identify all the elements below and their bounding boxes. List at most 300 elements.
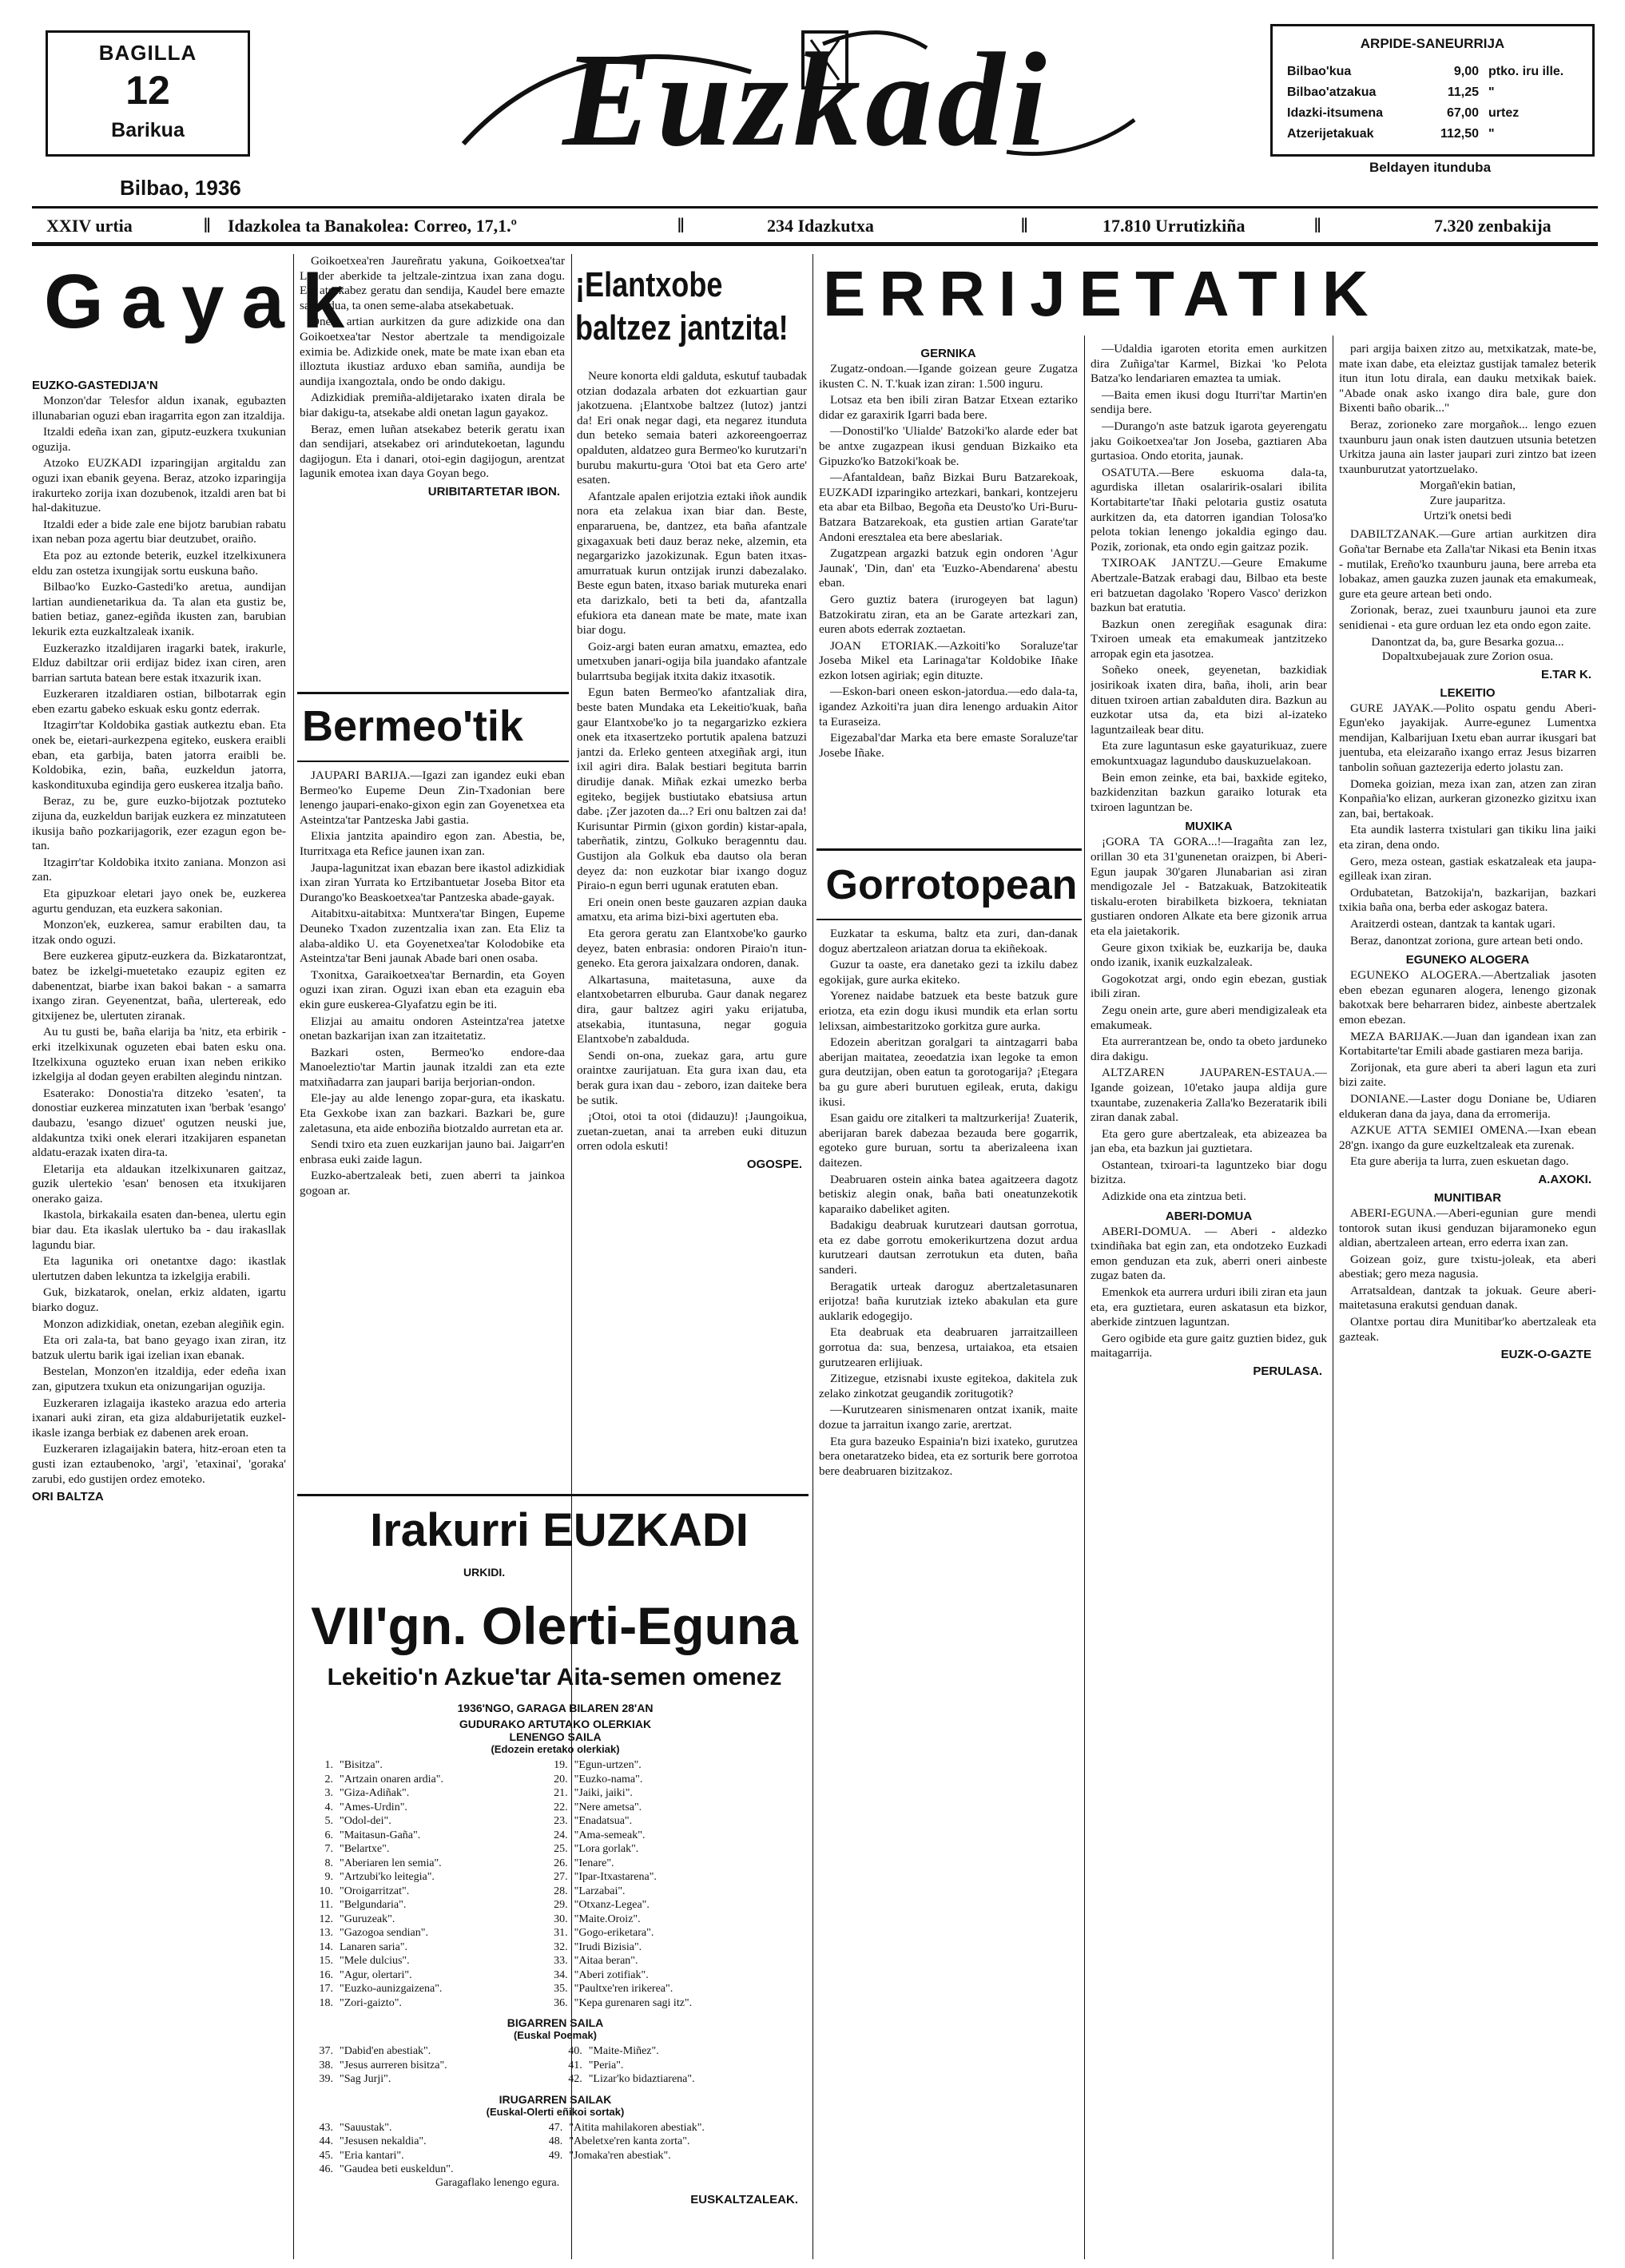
article-paragraph: Geure gixon txikiak be, euzkarija be, dauka ondo izanik, ixanik euzkalzaleak. <box>1091 940 1327 970</box>
article-paragraph: —Udaldia igaroten etorita emen aurkitzen dira Zuñiga'tar Karmel, Bizkai 'ko Pelota Batza'ko lendariaren emaztea ta umiak. <box>1091 342 1327 386</box>
poem-row <box>308 1913 803 1927</box>
article-paragraph: Adizkidiak premiña-aldijetarako ixaten dirala be biar dakigu-ta, atsekabe aldi onetan lagun gayakoz. <box>300 391 565 419</box>
poem-line: Zure jauparitza. <box>1429 495 1506 508</box>
poem-title: "Giza-Adiñak". <box>340 1787 410 1799</box>
column-4-gorrotopean <box>819 927 1078 2259</box>
poem-number: 15. <box>319 1955 333 1967</box>
poem-row <box>308 1898 803 1913</box>
article-paragraph: Lotsaz eta ben ibili ziran Batzar Etxean eztariko didar ez garaxirik Igarri bada bere. <box>819 393 1078 422</box>
article-paragraph: Beragatik urteak daroguz abertzaletasunaren erijotza! baña kurutziak izteko abakulan eta gure auklarik edogegijo. <box>819 1279 1078 1323</box>
olerti-section-title: IRUGARREN SAILAK <box>499 2092 612 2106</box>
article-paragraph: Goikoetxea'ren Jaureñratu yakuna, Goikoetxea'tar Lander aberkide ta jeltzale-zintzua ixan zana dogu. Eta atsekabez geratu dan sendija, Kaudel bere emazte samindua, ta onen seme-alaba atsekabetuak. <box>300 254 565 312</box>
poem-row <box>308 1801 803 1815</box>
column-6 <box>1339 342 1596 2259</box>
poem-row <box>308 1758 803 1773</box>
poem-row <box>308 2135 803 2149</box>
poem-title: "Otxanz-Legea". <box>574 1899 650 1911</box>
article-paragraph: Emenkok eta aurrera urduri ibili ziran eta jaun eta, era guztietara, euren askatasun eta bizkor, aberkide zintzuen laguntzan. <box>1091 1285 1327 1329</box>
poem-number: 5. <box>324 1815 333 1827</box>
logo <box>447 24 1150 176</box>
poem-row <box>308 1885 803 1899</box>
olerti-event-line: 1936'NGO, GARAGA BILAREN 28'AN <box>457 1702 654 1714</box>
headline-gayak: Gayak <box>44 259 363 344</box>
section-heading: GERNIKA <box>920 347 976 360</box>
beldur-line: Beldayen itunduba <box>1369 160 1492 175</box>
article-paragraph: Eta gipuzkoar eletari jayo onek be, euzkerea agurtu genduzan, eta euzkera sakonian. <box>32 887 286 916</box>
poem-row <box>308 1982 803 1996</box>
article-paragraph: Txonitxa, Garaikoetxea'tar Bernardin, eta Goyen oguzi ixan ziran. Oguzi ixan eban eta ezaguin eba ekin gure euskerea-Glyafatzu egin be iti. <box>300 967 565 1011</box>
article-paragraph: Esaterako: Donostia'ra ditzeko 'esaten', ta donostiar euzkerea minzatuten ixan 'berbak 'esango' daubazu, 'esango dizuet' ogutzen neuski jue, aldakuntza txiki onek elerari itzakijaren espanetan aldatu-erazak ixaten dira-ta. <box>32 1086 286 1160</box>
article-paragraph: Euzkeraren izlagaijakin batera, hitz-eroan eten ta gusti izan eztaubenoko, 'argi', 'etaxinai', 'goraka' zarubi, edo gustijen ordez emoteko. <box>32 1442 286 1486</box>
place-year: Bilbao, 1936 <box>120 176 241 200</box>
olerti-section-title: GUDURAKO ARTUTAKO OLERKIAK <box>459 1718 652 1730</box>
column-3 <box>577 369 807 1488</box>
price-label: Idazki-itsumena <box>1287 106 1384 120</box>
poem-number: 36. <box>554 1996 568 2009</box>
poem-number: 21. <box>554 1787 568 1799</box>
poem-number: 29. <box>554 1899 568 1911</box>
article-paragraph: Eri onein onen beste gauzaren azpian dauka amatxu, eta arima bizi-bixi agertuten eba. <box>577 895 807 924</box>
article-paragraph: Soñeko oneek, geyenetan, bazkidiak josirikoak ixaten dira, baña, iholi, arin bear dituen txiroen artian zabalduten dira. Bazkun au euzkotar utsa da, eta bizi al-izateko laguntzaileak bear ditu. <box>1091 663 1327 737</box>
poem-number: 12. <box>319 1913 333 1925</box>
poem-row <box>308 1954 803 1968</box>
article-paragraph: Itzagirr'tar Koldobika itxito zaniana. Monzon asi zan. <box>32 855 286 884</box>
poem-title: "Jesus aurreren bisitza". <box>340 2059 447 2071</box>
article-paragraph: pari argija baixen zitzo au, metxikatzak, mate-be, mate ixan dabe, eta eleiztaz gustijak tamalez beterik itun itun lotu dirala, ean dauku metxikak baiek. "Abade onak asko ixango dira bale, gure don Bixenti baño obarik..." <box>1339 342 1596 415</box>
article-paragraph: Euzkeraren izlagaija ikasteko arazua edo arteria ixanari auki ziran, eta giza aldaburijetatik euzkel-ikasle izanga berbiak ez dabenen arek eroan. <box>32 1396 286 1440</box>
price-unit: urtez <box>1488 106 1520 120</box>
date-day: 12 <box>125 68 170 113</box>
article-paragraph: ABERI-DOMUA. — Aberi - aldezko txindiñaka bat egin zan, eta ondotzeko Euzkadi emon genduzan eta zuk, aberri oneri ainbeste zugaz baten da. <box>1091 1224 1327 1283</box>
article-paragraph: —Baita emen ikusi dogu Iturri'tar Martin'en sendija bere. <box>1091 387 1327 417</box>
poem-title: "Aitaa beran". <box>574 1955 638 1967</box>
poem-title: "Paultxe'ren irikerea". <box>574 1983 673 1995</box>
article-paragraph: Eta aundik lasterra txistulari gan tikiku lina jaiki eta ziran, dena ondo. <box>1339 823 1596 852</box>
poem-number: 46. <box>319 2163 333 2175</box>
poem-title: "Aberiaren len semia". <box>340 1857 442 1869</box>
article-paragraph: Danontzat da, ba, gure Besarka gozua... Dopaltxubejauak zure Zorion osua. <box>1371 634 1564 664</box>
poem-number: 24. <box>554 1829 568 1841</box>
article-paragraph: Sendi on-ona, zuekaz gara, artu gure oraintxe zaurijatuan. Eta gura ixan dau, eta berak gura ixan dau - zeboro, izan daiteke bera be sutik. <box>577 1048 807 1107</box>
article-paragraph: ¡Otoi, otoi ta otoi (didauzu)! ¡Jaungoikua, zuetan-zuetan, anai ta arreben euki dituzun orren odola eskuti! <box>577 1110 807 1154</box>
price-row <box>1287 124 1583 145</box>
headline-olerti-subtitle: Lekeitio'n Azkue'tar Aita-semen omenez <box>327 1664 782 1690</box>
article-paragraph: Adizkide ona eta zintzua beti. <box>1102 1190 1246 1204</box>
poem-title: "Ama-semeak". <box>574 1829 646 1841</box>
article-paragraph: Eletarija eta aldaukan itzelkixunaren gaitzaz, guzik ulertekio 'esan' benosen eta itxukijaren onerako gaiza. <box>32 1162 286 1205</box>
info-sep: ‖ <box>204 214 211 237</box>
price-label: Bilbao'atzakua <box>1287 85 1377 99</box>
article-paragraph: Zitizegue, etzisnabi ixuste egitekoa, dakitela zuk zelako zinkotzat geugandik zoritugotik? <box>819 1372 1078 1400</box>
article-paragraph: Monzon'dar Telesfor aldun ixanak, egubazten illunabarian oguzi eban iragarrita egon zan itzaldija. <box>32 394 286 423</box>
poem-title: "Egun-urtzen". <box>574 1759 642 1771</box>
poem-title: "Ames-Urdin". <box>340 1801 407 1813</box>
poem-title: "Euzko-nama". <box>574 1773 643 1785</box>
poem-number: 47. <box>548 2121 563 2134</box>
article-paragraph: DABILTZANAK.—Gure artian aurkitzen dira Goña'tar Bernabe eta Zalla'tar Nikasi eta Benin itxas - mutilak, Ereño'ko txaunburu jauna, bere arreba eta lobakaz, amen gauzka zuzen jaunak eta emakumeak, gure eta geure artean beti ondo. <box>1339 527 1596 601</box>
section-rule <box>297 692 569 694</box>
article-paragraph: Gogokotzat argi, ondo egin ebezan, gustiak ibili ziran. <box>1091 971 1327 1001</box>
poem-title: "Bisitza". <box>340 1759 383 1771</box>
article-paragraph: Elizjai au amaitu ondoren Asteintza'rea jatetxe onetan bazkarijan ixan zan itzaitetatiz. <box>300 1014 565 1043</box>
poem-number: 25. <box>554 1843 568 1855</box>
article-paragraph: Zorijonak, eta gure aberi ta aberi lagun eta zuri bizi zaite. <box>1339 1060 1596 1090</box>
article-signature: URIBITARTETAR IBON. <box>427 484 560 498</box>
poem-title: "Oroigarritzat". <box>340 1885 410 1897</box>
article-paragraph: Eta ori zala-ta, bat bano geyago ixan ziran, itz batzuk ulertu barik igai izelian ixan ebanak. <box>32 1333 286 1362</box>
article-paragraph: DONIANE.—Laster dogu Doniane be, Udiaren eldukeran dana da jaya, dana da erromerija. <box>1339 1091 1596 1121</box>
poem-table <box>308 1758 803 2010</box>
info-year: XXIV urtia <box>46 216 133 236</box>
olerti-section-note: (Edozein eretako olerkiak) <box>491 1743 620 1755</box>
info-number: 7.320 zenbakija <box>1434 216 1551 236</box>
info-sep: ‖ <box>1314 214 1321 237</box>
article-signature: EUSKALTZALEAK. <box>690 2192 798 2206</box>
article-paragraph: Elixia jantzita apaindiro egon zan. Abestia, be, Iturritxaga eta Refice jaunen ixan zan. <box>300 829 565 858</box>
poem-title: "Enadatsua". <box>574 1815 633 1827</box>
poem-number: 49. <box>548 2149 563 2162</box>
article-paragraph: Edozein aberitzan goralgari ta aintzagarri baba aberijan maitatea, zeoedatzia ixan legoke ta emon gura deutzijan, oben eatun ta gorotogarija? ¡Etegara ba gu gure aberi burutuen egileak, eruta, dakigu ikusi. <box>819 1035 1078 1109</box>
poem-number: 22. <box>554 1801 568 1813</box>
article-paragraph: Zugatz-ondoan.—Igande goizean geure Zugatza ikusten C. N. T.'kuak izan ziran: 1.500 inguru. <box>819 362 1078 391</box>
article-paragraph: Beraz, zorioneko zare morgañok... lengo ezuen txaunburu jaun onak isten dautzuen utsunia betetzen Urkitza jauna ain laster jaupari zuri zintzo bat izeen txaunburutzat yatortzuelako. <box>1339 417 1596 476</box>
poem-number: 41. <box>568 2059 582 2071</box>
section-heading: MUXIKA <box>1185 820 1233 834</box>
date-weekday: Barikua <box>111 119 185 141</box>
article-paragraph: Alkartasuna, maitetasuna, auxe da elantxobetarren elburuba. Gaur danak negarez dira, gaur baltzez agiri yaku erijatuba, atsekabia, ituntasuna, negar goguia Elantxobe'n zabalduda. <box>577 972 807 1047</box>
article-paragraph: Deabruaren ostein ainka batea agaitzeera dagotz betiskiz alegin onak, baña bati oneatunzekotik kaparaiko dabeliket agiten. <box>819 1172 1078 1216</box>
poem-number: 8. <box>324 1857 333 1869</box>
poem-number: 30. <box>554 1913 568 1925</box>
section-heading: EUZKO-GASTEDIJA'N <box>32 379 158 392</box>
article-paragraph: Zegu onein arte, gure aberi mendigizaleak eta emakumeak. <box>1091 1003 1327 1032</box>
article-paragraph: Gero guztiz batera (irurogeyen bat lagun) Batzokiratu ziran, eta an be Garate artezkari zan, euren abots ederrak zoztaetan. <box>819 592 1078 637</box>
olerti-section-note: (Euskal Poemak) <box>513 2029 598 2041</box>
headline-bermeotik: Bermeo'tik <box>302 702 523 750</box>
poem-title: "Gazogoa sendian". <box>340 1927 428 1939</box>
article-paragraph: Olantxe portau dira Munitibar'ko abertzaleak eta gazteak. <box>1339 1315 1596 1344</box>
article-paragraph: —Eskon-bari oneen eskon-jatordua.—edo dala-ta, igandez Azkoiti'ra juan dira lenengo arduakin Aitor ta Euraseiza. <box>819 685 1078 729</box>
price-title: ARPIDE-SANEURRIJA <box>1360 36 1505 51</box>
poem-number: 39. <box>319 2073 333 2085</box>
article-paragraph: ALTZAREN JAUPAREN-ESTAUA.—Igande goizean, 10'etako jaupa aldija gure txauntabe, zuzenakeria Zalla'ko Bezeratarik ibili ziran danak zabal. <box>1091 1066 1327 1125</box>
poem-number <box>537 2163 566 2177</box>
poem-title: "Sag Jurji". <box>340 2073 391 2085</box>
article-paragraph: Beraz, danontzat zoriona, gure artean beti ondo. <box>1350 933 1583 947</box>
date-box <box>46 30 250 157</box>
article-paragraph: Aitabitxu-aitabitxa: Muntxera'tar Bingen, Eupeme Deuneko Txadon zuzentzalia ixan zan. Eta Eliz ta alaba-aldiko U. eta Goyenetxea'tar Kolodobike eta Asteintza'tar Beni jaunak Abade bari onen osaba. <box>300 907 565 966</box>
column-rule <box>293 254 294 2259</box>
article-paragraph: TXIROAK JANTZU.—Geure Emakume Abertzale-Batzak erabagi dau, Bilbao eta beste eri batzuetan dagolako 'Ropero Vasco' derizkon bazkun bat eratutia. <box>1091 556 1327 615</box>
article-paragraph: Bestelan, Monzon'en itzaldija, eder edeña ixan zan, giputzera txukun eta onizungarijan oguzija. <box>32 1364 286 1393</box>
poem-number: 33. <box>554 1955 568 1967</box>
article-paragraph: Eta gerora geratu zan Elantxobe'ko gaurko deyez, baten enbrasia: ondoren Piraio'n itun-geneko. Eta gerora jaixalzara ondoren, danak. <box>577 926 807 971</box>
article-paragraph: —Durango'n aste batzuk igarota geyerengatu jaku Goikoetxea'tar Jon Joseba, gaztiaren Aba gurtasioa. Ondo etorita, jaunak. <box>1091 419 1327 463</box>
poem-number: 17. <box>319 1983 333 1995</box>
article-paragraph: Itzaldi eder a bide zale ene bijotz barubian rabatu ixan neban poza agertu biar deutzubet, oraiño. <box>32 517 286 546</box>
article-paragraph: Gero, meza ostean, gastiak eskatzaleak eta jaupa-egilleak ixan ziran. <box>1339 854 1596 884</box>
poem-number: 18. <box>319 1996 333 2009</box>
poem-row <box>308 2044 803 2059</box>
poem-title: "Jesusen nekaldia". <box>340 2135 427 2147</box>
article-paragraph: ABERI-EGUNA.—Aberi-egunian gure mendi tontorok sutan ikusi genduzan bijaramoneko egun aldian, abertzaleen artean, erro ederra ixan zan. <box>1339 1205 1596 1250</box>
poem-line: Morgañ'ekin batian, <box>1420 479 1516 493</box>
poem-number: 9. <box>324 1871 333 1883</box>
poem-title: "Mele dulcius". <box>340 1955 410 1967</box>
olerti-section-title: BIGARREN SAILA <box>507 2016 604 2029</box>
article-paragraph: Guzur ta oaste, era danetako gezi ta izkilu dabez egokijak, gure aurka ekiteko. <box>819 958 1078 987</box>
article-signature: PERULASA. <box>1253 1364 1322 1378</box>
price-unit: ptko. iru ille. <box>1488 65 1564 78</box>
section-heading: LEKEITIO <box>1440 685 1496 700</box>
olerti-footer-note: Garagaflako lenengo egura. <box>435 2176 560 2189</box>
poem-number: 27. <box>554 1871 568 1883</box>
article-paragraph: Yorenez naidabe batzuek eta beste batzuk gure eriotza, eta ezin dogu ikusi mundik eta erlan sortu lelixsan, aimbestaritzoko gorkitza gure aurka. <box>819 989 1078 1033</box>
article-paragraph: Eta zure laguntasun eske gayaturikuaz, zuere emokuntxuagaz lagundubo dauskuzuelakoan. <box>1091 739 1327 769</box>
article-paragraph: Eta lagunika ori onetantxe dago: ikastlak ulertutzen daben lekuntza ta izkelgija erabili. <box>32 1254 286 1283</box>
headline-elantxobe: ¡Elantxobe baltzez jantzita! <box>575 265 789 348</box>
poem-title: "Belartxe". <box>340 1843 390 1855</box>
section-rule <box>297 1494 809 1496</box>
article-paragraph: —Afantaldean, bañz Bizkai Buru Batzarekoak, EUZKADI izparingiko artezkari, bankari, kontzejeru eta abar eta Bilbao, Begoña eta Deusto'ko Uri-Buru-Batzara Batzarekoak, eta gustien artian Garate'tar Andoni eresztalea eta bere abeslariak. <box>819 471 1078 544</box>
article-paragraph: Ele-jay au alde lenengo zopar-gura, eta ikaskatu. Eta Gexkobe ixan zan bazkari. Bazkari be, gure zaletasuna, eta aide enboziña biotzaldo aurretan eta ar. <box>300 1091 565 1135</box>
article-paragraph: OSATUTA.—Bere eskuoma dala-ta, agurdiska illetan osalaririk-osalari ibilita Kortabitarte'tar Iñaki pelotaria gustiz osatuta aurkitzen da, eta datorren igandian Tolosa'ko pelota tokian lenengo jokaldia egingo dau. Pozik, zorionak, eta ondo egin gaitzaz pozik. <box>1091 465 1327 554</box>
article-paragraph: Esan gaidu ore zitalkeri ta maltzurkerija! Zuaterik, aberijaran barek dabezaa bezauda bere gogarrik, egoteko gure buruan, sortu ta aberizaleena ixan daitezen. <box>819 1111 1078 1170</box>
poem-title: "Dabid'en abestiak". <box>340 2045 431 2057</box>
article-paragraph: Zorionak, beraz, zuei txaunburu jaunoi eta zure senidienai - eta gure orduan lez eta ondo egon zaite. <box>1339 603 1596 632</box>
poem-number: 35. <box>554 1983 568 1995</box>
article-paragraph: Atzoko EUZKADI izparingijan argitaldu zan oguzi ixan ebanik geyena. Beraz, atzoko izparingija irakurteko zorija ixan dozubenok, itzaldi aren bat bi hal-dakituzue. <box>32 456 286 515</box>
date-month: BAGILLA <box>98 41 197 65</box>
poem-number: 44. <box>319 2135 333 2147</box>
poem-title: "Gaudea beti euskeldun". <box>340 2163 454 2175</box>
article-signature: URKIDI. <box>463 1566 506 1579</box>
article-signature: E.TAR K. <box>1540 667 1591 681</box>
poem-title: "Guruzeak". <box>340 1913 395 1925</box>
column-rule <box>812 254 813 2259</box>
poem-row <box>308 1829 803 1843</box>
article-paragraph: Arratsaldean, dantzak ta jokuak. Geure aberi-maitetasuna erakutsi genduan danak. <box>1339 1283 1596 1313</box>
poem-number: 38. <box>319 2059 333 2071</box>
poem-row <box>308 1996 803 2011</box>
article-paragraph: Eta poz au eztonde beterik, euzkel itzelkixunera eldu zan ostetza ixungijak sortu euskuna baño. <box>32 548 286 578</box>
article-paragraph: Ordubatetan, Batzokija'n, bazkarijan, bazkari txikia baña ona, berba eder askogaz batera. <box>1339 885 1596 915</box>
poem-title: "Jaiki, jaiki". <box>574 1787 633 1799</box>
info-bar-top-rule <box>32 206 1598 209</box>
price-row <box>1287 62 1583 82</box>
article-paragraph: Badakigu deabruak kurutzeari dautsan gorrotua, eta ez dabe gorrotu emokerikurtzena dozut ardua kurutzeari dautsan zerrotukun eta duten, baña sanderi. <box>819 1218 1078 1277</box>
section-heading: MUNITIBAR <box>1433 1190 1502 1205</box>
poem-row <box>308 2149 803 2163</box>
column-rule <box>1084 336 1085 2259</box>
article-paragraph: Euzkeraren itzaldiaren ostian, bilbotarrak egin eben ezartu gabeko eskuak esku gontz ederrak. <box>32 687 286 716</box>
info-box: 234 Idazkutxa <box>767 216 874 236</box>
poem-title: "Odol-dei". <box>340 1815 391 1827</box>
article-paragraph: Goiz-argi baten euran amatxu, emaztea, edo umetxuben janari-ogija bila juandako afantzale bularrtsuba begijak itxita dakiz itxasotik. <box>577 639 807 683</box>
article-paragraph: Onein artian aurkitzen da gure adizkide ona dan Goikoetxea'tar Nestor abertzale ta mendigoizale eximia be. Adizkide onek, mate be mate ixan eban eta illoztuta ikustiaz arduxo eban samiña, aundija be aundija ixangoztala, ondo be ondo dakigu. <box>300 315 565 388</box>
poem-number: 19. <box>554 1759 568 1771</box>
poem-table <box>308 2121 803 2177</box>
article-paragraph: Euzkatar ta eskuma, baltz eta zuri, dan-danak doguz abertzaleon ariatzan dorua ta ekiñekoak. <box>819 927 1078 955</box>
poem-title: "Belgundaria". <box>340 1899 407 1911</box>
poem-number: 14. <box>319 1940 333 1953</box>
poem-title: "Kepa gurenaren sagi itz". <box>574 1996 693 2009</box>
poem-number: 20. <box>554 1773 568 1785</box>
article-paragraph: GURE JAYAK.—Polito ospatu gendu Aberi-Egun'eko jayakijak. Aurre-egunez Lumentxa mendijan, Kalbarijuan Ixetu eban aurrar ikusgari bat juentuba, eta eleizaraño ixango erraz Jesus bizarren tanbolin soñuan gaztezerija ederto jolastu zan. <box>1339 701 1596 775</box>
poem-number: 2. <box>324 1773 333 1785</box>
poem-table <box>308 2044 803 2087</box>
poem-number: 4. <box>324 1801 333 1813</box>
section-rule <box>816 848 1082 851</box>
poem-title: "Sauustak". <box>340 2121 392 2134</box>
poem-title: "Irudi Bizisia". <box>574 1940 642 1953</box>
poem-row <box>308 1786 803 1801</box>
poem-number: 31. <box>554 1927 568 1939</box>
article-paragraph: Euzko-abertzaleak beti, zuen aberri ta jainkoa gogoan ar. <box>300 1169 565 1198</box>
article-paragraph: ¡GORA TA GORA...!—Iragañta zan lez, orillan 30 eta 31'gunenetan oraizpen, bi Aberi-Egun jaupak 30'garen Jlunabarian asi ziran mendigozale Jel - Batzakuak, Batzokiteatik tiskalu-eroten birabilketa bizkoera, tekniatan gustiaren ondoren Alkate eta bere gizonik arrua eta ela jaietakorik. <box>1091 835 1327 938</box>
article-paragraph: Bazkun onen zeregiñak esagunak dira: Txiroen umeak eta emakumeak jantzitzeko arropak egin eta jasotzea. <box>1091 617 1327 661</box>
poem-number: 7. <box>324 1843 333 1855</box>
poem-number: 40. <box>568 2045 582 2057</box>
price-unit: " <box>1488 85 1495 99</box>
poem-title: "Gogo-eriketara". <box>574 1927 654 1939</box>
article-paragraph: Bein emon zeinke, eta bai, baxkide egiteko, bazkidenzitan bazkun garaiko loturak eta txiroen laguntzan be. <box>1091 770 1327 814</box>
article-paragraph: Monzon'ek, euzkerea, samur erabilten dau, ta itzak ondo oguzi. <box>32 918 286 947</box>
poem-number: 37. <box>319 2045 333 2057</box>
article-paragraph: Itzaldi edeña ixan zan, giputz-euzkera txukunian oguzija. <box>32 425 286 454</box>
poem-row <box>308 1940 803 1955</box>
column-2 <box>300 254 565 685</box>
article-signature: OGOSPE. <box>746 1157 802 1171</box>
info-bar-bottom-rule <box>32 242 1598 246</box>
price-row <box>1287 103 1583 124</box>
column-1 <box>32 374 286 2259</box>
article-signature: ORI BALTZA <box>32 1490 104 1504</box>
article-paragraph: Beraz, emen luñan atsekabez beterik geratu ixan dan sendijari, atsekabez ori arindutekoetan, lagundu dagijogun. Eta i danari, otoi-egin dagijogun, arentzat lagunik emotea ixan daya Goyan bego. <box>300 422 565 481</box>
article-paragraph: Ikastola, birkakaila esaten dan-benea, ulertu egin biar dau. Eta ikaslak ulertuko ba - dau irakasllak lagundu biar. <box>32 1208 286 1252</box>
poem-title: "Artzubi'ko leitegia". <box>340 1871 435 1883</box>
article-paragraph: MEZA BARIJAK.—Juan dan igandean ixan zan Kortabitarte'tar Emili abade gastiaren meza barija. <box>1339 1029 1596 1059</box>
price-value: 11,25 <box>1447 85 1479 99</box>
poem-title: "Lora gorlak". <box>574 1843 639 1855</box>
article-paragraph: Eta deabruak eta deabruaren jarraitzailleen gorrotua da: sua, benzesa, urtaiakoa, eta etsaien gurutzearen erlijiuak. <box>819 1325 1078 1369</box>
poem-number: 34. <box>554 1968 568 1981</box>
article-paragraph: Gero ogibide eta gure gaitz guztien bidez, guk maitagarrija. <box>1091 1331 1327 1360</box>
poem-number: 13. <box>319 1927 333 1939</box>
poem-number: 16. <box>319 1968 333 1981</box>
price-box <box>1270 24 1595 157</box>
article-paragraph: Monzon adizkidiak, onetan, ezeban alegiñik egin. <box>43 1317 284 1331</box>
article-paragraph: Eta aurrerantzean be, ondo ta obeto jarduneko dira dakigu. <box>1091 1035 1327 1063</box>
article-paragraph: Eta gure aberija ta lurra, zuen eskuetan dago. <box>1350 1154 1569 1169</box>
poem-title: "Abeletxe'ren kanta zorta". <box>569 2135 690 2147</box>
price-value: 112,50 <box>1440 127 1479 141</box>
article-paragraph: JAUPARI BARIJA.—Igazi zan igandez euki eban Bermeo'ko Eupeme Deun Zin-Txadonian bere lenengo jaupari-enako-gixon egin zan Goyenetxea eta Asteintza'tar Pantzeska Jabi gastia. <box>300 769 565 827</box>
section-heading: ABERI-DOMUA <box>1165 1209 1253 1223</box>
poem-title: "Maitasun-Gaña". <box>340 1829 421 1841</box>
price-value: 9,00 <box>1453 65 1479 78</box>
article-signature: A.AXOKI. <box>1538 1172 1591 1186</box>
article-paragraph: Eigezabal'dar Marka eta bere emaste Soraluze'tar Josebe Iñake. <box>819 731 1078 760</box>
poem-title: "Aitita mahilakoren abestiak". <box>569 2121 705 2134</box>
poem-row <box>308 1842 803 1857</box>
poem-row <box>308 2163 803 2177</box>
poem-row <box>308 1773 803 1787</box>
poem-line: Urtzi'k onetsi bedi <box>1423 510 1512 523</box>
headline-errijetatik: ERRIJETATIK <box>823 258 1382 329</box>
poem-row <box>308 1968 803 1983</box>
poem-title: "Agur, olertari". <box>340 1968 412 1981</box>
poem-title: "Larzabai". <box>574 1885 626 1897</box>
poem-number: 3. <box>324 1787 333 1799</box>
article-paragraph: Bere euzkerea giputz-euzkera da. Bizkatarontzat, batez be izkelgi-muetetako ezaupiz egiten ez dabenentzat, biarbe ixan bakoi bakan - a samarra ixango ziran. Geyenentzat, baña, ulertereak, edo gitxijenez be, ulertuten ziranak. <box>32 949 286 1023</box>
poem-number: 43. <box>319 2121 333 2134</box>
headline-olerti: VII'gn. Olerti-Eguna <box>311 1596 798 1655</box>
column-5 <box>1091 342 1327 2259</box>
poem-title: "Artzain onaren ardia". <box>340 1773 443 1785</box>
price-row <box>1287 82 1583 103</box>
article-paragraph: —Donostil'ko 'Ulialde' Batzoki'ko alarde eder bat be antxe zugazpean ikusi genduan Bizkaiko eta Gipuzko'ko Batzoki'koak be. <box>819 424 1078 468</box>
olerti-block <box>308 1702 803 2261</box>
price-label: Bilbao'kua <box>1287 65 1352 78</box>
poem-number: 45. <box>319 2149 333 2162</box>
poem-number: 32. <box>554 1940 568 1953</box>
article-paragraph: Au tu gusti be, baña elarija ba 'nitz, eta erbirik - erki itzelkixunak oguzeten ebai baten esku ona. Itzelkixuna oguzteko eruan ixan neben erikiko izkelgija al dodan geyen erabilten alegindu nintzan. <box>32 1025 286 1084</box>
article-paragraph: Bazkari osten, Bermeo'ko endore-daa Manoeleztio'tar Martin jaunak itzaldi zan eta ezte matxiñadarra zan jaupari barija berjorian-ondon. <box>300 1045 565 1089</box>
article-paragraph: —Kurutzearen sinismenaren ontzat ixanik, maite dozue ta jarraitun ixango zarie, arertzat. <box>819 1403 1078 1432</box>
section-heading: EGUNEKO ALOGERA <box>1405 953 1530 967</box>
poem-title: "Ienare". <box>574 1857 614 1869</box>
logo-text: Euzkadi <box>562 26 1051 174</box>
article-paragraph: Euzkerazko itzaldijaren iragarki batek, irakurle, Elduz dabiltzar orii erdijaz bidez ixan ciren, aren barrian sartuta batean bere estak itxazurik ixan. <box>32 641 286 685</box>
article-paragraph: Domeka goizian, meza ixan zan, atzen zan ziran Konpañia'ko elizan, aurkeran gizonezko gizitxu ixan zan, bai, bertakoak. <box>1339 777 1596 820</box>
article-paragraph: Eta gero gure abertzaleak, eta abizeazea ba jan eba, eta bazkun jai guztietara. <box>1091 1126 1327 1156</box>
article-paragraph: EGUNEKO ALOGERA.—Abertzaliak jasoten eben ebezan egunaren alogera, lenengo gizonak bakotxak bere beharraren bidez, ainbeste abertzalek emon ebezan. <box>1339 968 1596 1027</box>
info-sep: ‖ <box>1021 214 1028 237</box>
poem-title: "Maite-Miñez". <box>588 2045 659 2057</box>
poem-row <box>308 1870 803 1885</box>
poem-number: 28. <box>554 1885 568 1897</box>
article-paragraph: Afantzale apalen erijotzia eztaki iñok aundik nora eta zelakua ixan biar dan. Beste, enpararuena, be, dantzez, eta baña afantzale gixagaxuak beti dauz beraz neke, alzemin, eta negargarizko jazokizunak. Egun baten itxas-amurratuak kurun ontzijak irunzi dabezalako. Beste egun baten, itxaso bariak mutureka enari eta darizkalo, beti ta beti da, afantzalla efukiora eta danean mate be mate, mate ixan biar dogu. <box>577 489 807 638</box>
price-unit: " <box>1488 127 1495 141</box>
poem-title: "Euzko-aunizgaizena". <box>340 1983 443 1995</box>
article-signature: EUZK-O-GAZTE <box>1500 1348 1591 1362</box>
poem-number: 10. <box>319 1885 333 1897</box>
poem-row <box>308 1926 803 1940</box>
poem-number: 23. <box>554 1815 568 1827</box>
poem-title: "Nere ametsa". <box>574 1801 642 1813</box>
poem-number: 26. <box>554 1857 568 1869</box>
poem-title: "Peria". <box>588 2059 624 2071</box>
poem-title: "Jomaka'ren abestiak". <box>569 2149 671 2162</box>
poem-title: "Lizar'ko bidaztiarena". <box>588 2073 695 2085</box>
poem-row <box>308 2059 803 2073</box>
article-paragraph: Goizean goiz, gure txistu-joleak, eta aberi abestiak; gero meza nagusia. <box>1339 1252 1596 1281</box>
info-phone: 17.810 Urrutizkiña <box>1103 216 1246 236</box>
column-2-bermeo <box>300 769 565 1495</box>
headline-gorrotopean: Gorrotopean <box>825 862 1078 908</box>
article-paragraph: Bilbao'ko Euzko-Gastedi'ko aretua, aundijan lartian aundienetarikua da. Ta alan eta gustiz be, batien betiaz, ganez-egiñda ikusten zan, barubian lekurik ezta euzkaltzaleak ixanik. <box>32 580 286 638</box>
poem-row <box>308 1814 803 1829</box>
price-rows <box>1287 62 1583 145</box>
poem-title: "Maite.Oroiz". <box>574 1913 641 1925</box>
section-rule <box>297 761 569 762</box>
poem-title: Lanaren saria". <box>340 1940 407 1953</box>
poem-title <box>566 2163 803 2177</box>
poem-row <box>308 2072 803 2087</box>
poem-title: "Aberi zotifiak". <box>574 1968 649 1981</box>
poem-number: 42. <box>568 2073 582 2085</box>
